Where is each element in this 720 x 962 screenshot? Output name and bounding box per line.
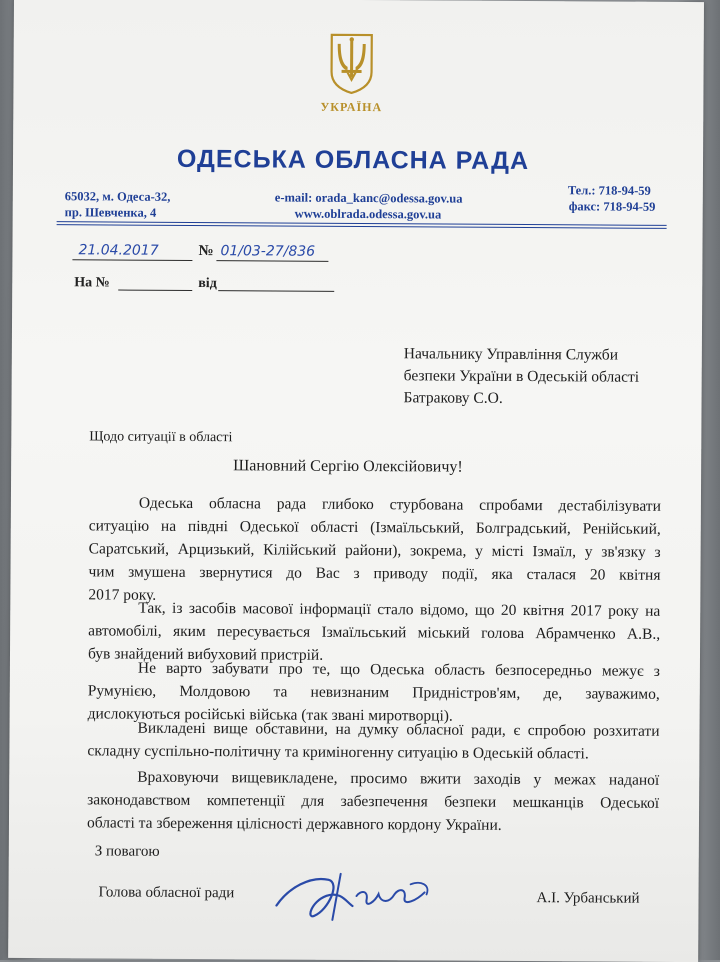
organization-name: ОДЕСЬКА ОБЛАСНА РАДА: [176, 144, 530, 176]
signer-title: Голова обласної ради: [98, 884, 235, 902]
addressee-line: Начальнику Управління Служби: [403, 345, 619, 364]
handwritten-signature-icon: [270, 865, 440, 922]
outgoing-date: 21.04.2017: [78, 242, 159, 259]
paragraph-line: дислокуються російські війська (так звані миротворці).: [87, 705, 453, 725]
paragraph-line: був знайдений вибуховий пристрій.: [87, 645, 324, 664]
paragraph-line: 2017 року.: [88, 586, 157, 604]
fax-number: факс: 718-94-59: [568, 199, 656, 214]
paragraph-line: чим змушена звернутися до Вас з приводу події, яка сталася 20 квітня: [88, 563, 661, 584]
addressee-line: безпеки України в Одеській області: [403, 367, 640, 386]
paragraph-line: законодавством компетенції для забезпечення безпеки мешканців Одеської: [87, 791, 660, 812]
paragraph-line: ситуацію на півдні Одеської області (Ізмаїльський, Болградський, Ренійський,: [88, 517, 661, 538]
reply-from-label: від: [198, 276, 217, 292]
letter-sheet: [8, 0, 704, 962]
closing-phrase: З повагою: [94, 843, 160, 860]
country-name: УКРАЇНА: [320, 99, 383, 115]
address-line-2: пр. Шевченка, 4: [64, 205, 157, 220]
reply-to-label: На №: [74, 275, 110, 291]
paragraph-line: області та збереження цілісності державного кордону України.: [86, 814, 502, 834]
reply-date-blank: [218, 290, 334, 292]
paragraph-line: Не варто забувати про те, що Одеська область безпосередньо межує з: [137, 659, 660, 680]
addressee-block: [404, 343, 694, 411]
address-line-1: 65032, м. Одеса-32,: [64, 189, 171, 204]
paragraph-line: складну суспільно-політичну та криміногенну ситуацію в Одеській області.: [87, 742, 589, 763]
paragraph-line: Саратський, Арцизький, Кілійський райони), зокрема, у місті Ізмаїл, у зв'язку з: [88, 540, 661, 561]
telephone-number: Тел.: 718-94-59: [567, 183, 651, 198]
signer-name: А.І. Урбанський: [536, 890, 640, 907]
body-paragraph: [87, 716, 659, 765]
outgoing-number: 01/03-27/836: [220, 243, 316, 260]
paragraph-line: Румунією, Молдовою та невизнаним Придністров'ям, де, зауважимо,: [87, 682, 660, 703]
body-paragraph: [88, 491, 661, 609]
salutation: Шановний Сергію Олексійовичу!: [233, 457, 463, 476]
paragraph-line: автомобілі, яким пересувається Ізмаїльський міський голова Абрамченко А.В.,: [88, 622, 661, 643]
paragraph-line: Викладені вище обставини, на думку обласної ради, є спробою розхитати: [137, 719, 660, 740]
number-underline: [216, 260, 328, 262]
paragraph-line: Так, із засобів масової інформації стало відомо, що 20 квітня 2017 року на: [138, 599, 661, 620]
paragraph-line: Одеська обласна рада глибоко стурбована спробами дестабілізувати: [138, 494, 661, 515]
number-label: №: [198, 243, 214, 260]
website-link[interactable]: www.oblrada.odessa.gov.ua: [294, 206, 442, 222]
trident-coat-of-arms-icon: [328, 32, 374, 94]
paragraph-line: Враховуючи вищевикладене, просимо вжити заходів у межах наданої: [137, 768, 660, 789]
subject-line: Щодо ситуації в області: [89, 429, 233, 446]
reply-number-blank: [118, 290, 192, 291]
addressee-line: Батракову С.О.: [403, 389, 503, 407]
body-paragraph: [87, 765, 659, 837]
date-underline: [72, 259, 192, 261]
email-address[interactable]: e-mail: orada_kanc@odessa.gov.ua: [274, 190, 463, 206]
